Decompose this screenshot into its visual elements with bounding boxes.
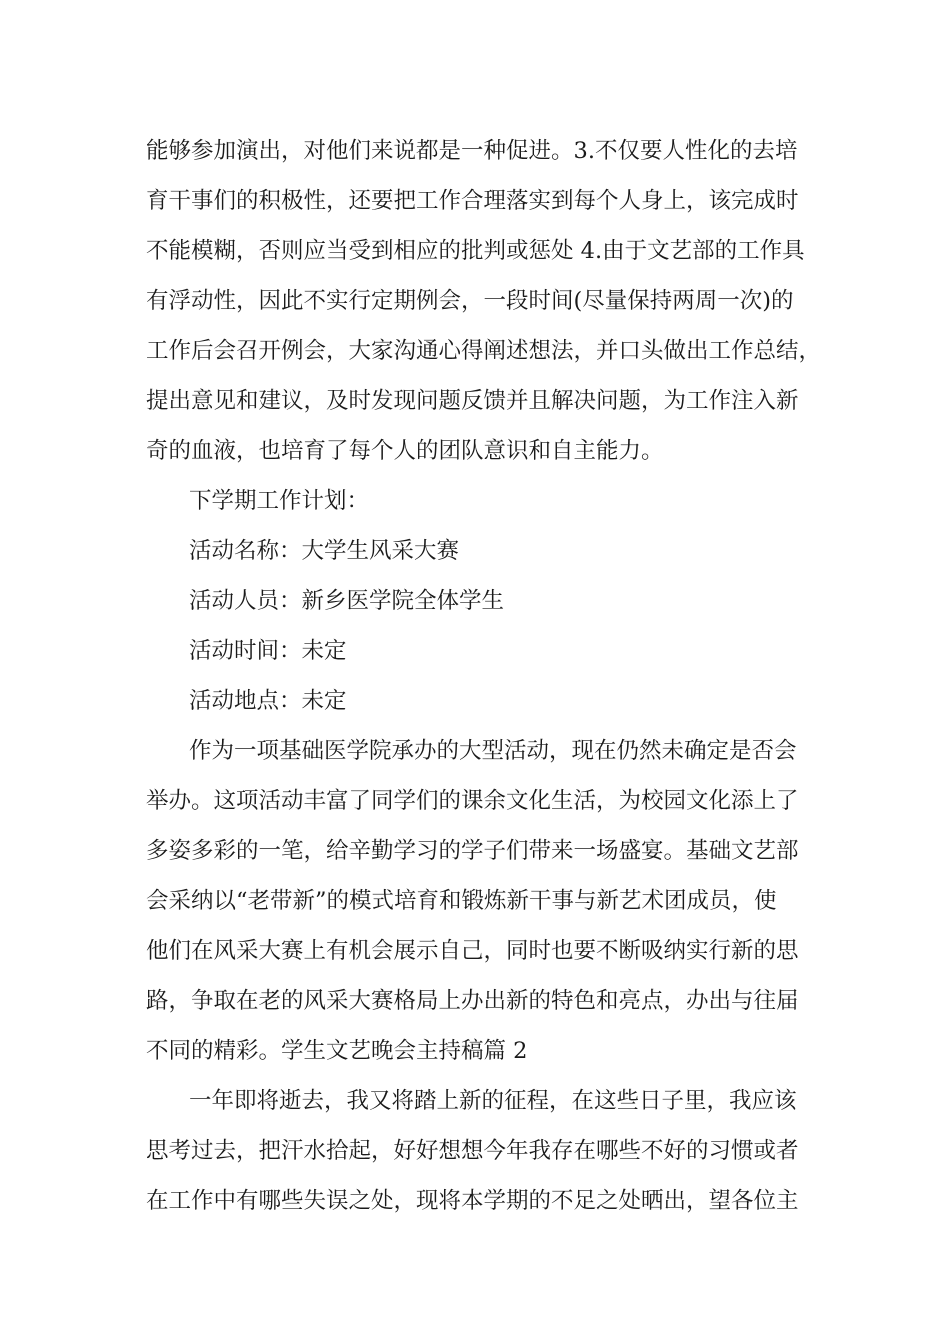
paragraph-line: 作为一项基础医学院承办的大型活动，现在仍然未确定是否会 [189, 738, 797, 764]
activity-time-line: 活动时间：未定 [189, 638, 347, 664]
paragraph-line: 思考过去，把汗水拾起，好好想想今年我存在哪些不好的习惯或者 [146, 1138, 799, 1164]
paragraph-line: 提出意见和建议，及时发现问题反馈并且解决问题，为工作注入新 [146, 388, 799, 414]
paragraph-line: 奇的血液，也培育了每个人的团队意识和自主能力。 [146, 438, 664, 464]
paragraph-line: 他们在风采大赛上有机会展示自己，同时也要不断吸纳实行新的思 [146, 938, 799, 964]
paragraph-line: 多姿多彩的一笔，给辛勤学习的学子们带来一场盛宴。基础文艺部 [146, 838, 799, 864]
paragraph-line: 工作后会召开例会，大家沟通心得阐述想法，并口头做出工作总结， [146, 338, 822, 364]
paragraph-line: 不同的精彩。学生文艺晚会主持稿篇 2 [146, 1038, 528, 1064]
paragraph-line: 育干事们的积极性，还要把工作合理落实到每个人身上，该完成时 [146, 188, 799, 214]
paragraph-line: 能够参加演出，对他们来说都是一种促进。3.不仅要人性化的去培 [146, 138, 798, 164]
paragraph-line: 不能模糊，否则应当受到相应的批判或惩处 4.由于文艺部的工作具 [146, 238, 805, 264]
paragraph-line: 路，争取在老的风采大赛格局上办出新的特色和亮点，办出与往届 [146, 988, 799, 1014]
activity-place-line: 活动地点：未定 [189, 688, 347, 714]
paragraph-line: 有浮动性，因此不实行定期例会，一段时间(尽量保持两周一次)的 [146, 288, 794, 314]
activity-name-line: 活动名称：大学生风采大赛 [189, 538, 460, 564]
paragraph-line: 会采纳以“老带新”的模式培育和锻炼新干事与新艺术团成员，使 [146, 888, 777, 914]
paragraph-line: 举办。这项活动丰富了同学们的课余文化生活，为校园文化添上了 [146, 788, 799, 814]
paragraph-line: 在工作中有哪些失误之处，现将本学期的不足之处晒出，望各位主 [146, 1188, 799, 1214]
paragraph-line: 一年即将逝去，我又将踏上新的征程，在这些日子里，我应该 [189, 1088, 797, 1114]
section-heading: 下学期工作计划： [189, 488, 370, 514]
activity-people-line: 活动人员：新乡医学院全体学生 [189, 588, 505, 614]
